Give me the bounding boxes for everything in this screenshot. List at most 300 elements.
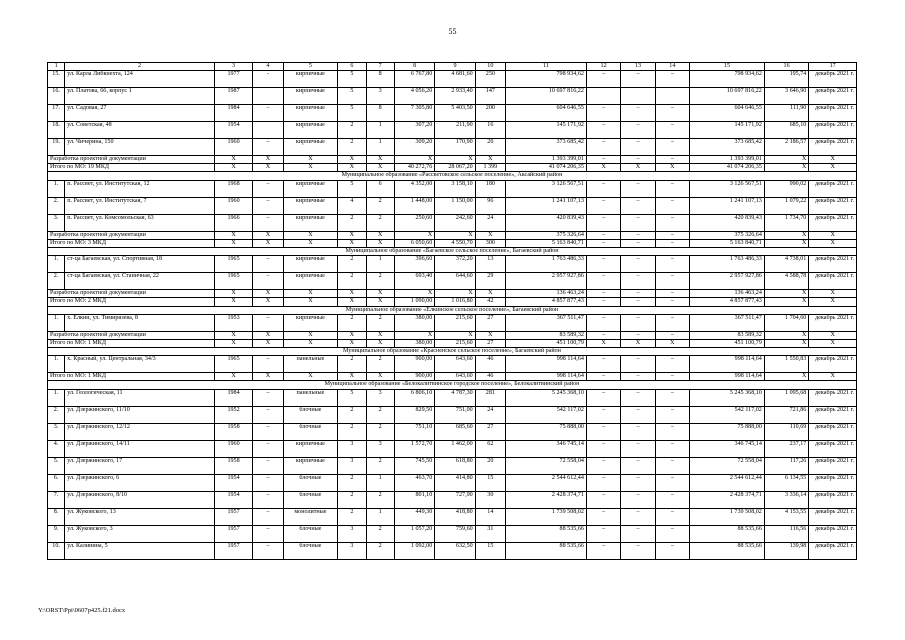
data-cell: 1 734,70 [764, 214, 808, 231]
address-cell: х. Елкин, ул. Тимирязева, 8 [65, 314, 215, 331]
data-cell [621, 88, 655, 105]
data-cell: – [621, 525, 655, 542]
summary-cell: X [655, 164, 689, 172]
summary-cell: X [253, 331, 283, 339]
data-cell: – [655, 105, 689, 122]
summary-cell: X [435, 290, 475, 298]
data-cell: 2 [366, 406, 394, 423]
data-cell: 6 767,80 [394, 71, 434, 88]
summary-cell: X [621, 339, 655, 347]
data-cell: блочные [283, 542, 338, 559]
summary-cell: X [764, 331, 808, 339]
data-cell: 1. [48, 256, 65, 273]
data-cell: 1954 [214, 474, 252, 491]
data-cell: – [253, 105, 283, 122]
data-cell: 10 697 816,22 [690, 88, 765, 105]
summary-cell: X [283, 298, 338, 306]
column-number-cell: 3 [214, 63, 252, 71]
data-cell: 20 [475, 139, 505, 156]
data-cell: 15 [475, 542, 505, 559]
summary-cell: – [621, 156, 655, 164]
summary-cell: X [435, 331, 475, 339]
data-cell: 27 [475, 423, 505, 440]
data-cell [253, 122, 283, 139]
municipality-heading-row [48, 381, 857, 389]
house-row [48, 88, 857, 105]
data-cell: 1 241 107,13 [506, 197, 587, 214]
column-number-cell: 7 [366, 63, 394, 71]
data-cell: – [586, 71, 620, 88]
data-cell: 16. [48, 88, 65, 105]
data-cell: 1 [366, 122, 394, 139]
data-cell: 2 428 374,71 [690, 491, 765, 508]
data-cell: 88 535,66 [506, 542, 587, 559]
data-cell: 3 158,10 [435, 180, 475, 197]
address-cell: ул. Карла Либкнехта, 124 [65, 71, 215, 88]
data-cell: декабрь 2021 г. [809, 356, 857, 373]
summary-cell: X [283, 231, 338, 239]
data-cell: 1958 [214, 423, 252, 440]
summary-cell: X [214, 156, 252, 164]
summary-cell: X [809, 298, 857, 306]
summary-cell: – [586, 298, 620, 306]
summary-cell: X [435, 156, 475, 164]
data-cell: 1965 [214, 356, 252, 373]
data-cell: 1977 [214, 71, 252, 88]
summary-cell: X [366, 164, 394, 172]
data-cell: 3 646,90 [764, 88, 808, 105]
summary-row [48, 164, 857, 172]
summary-cell: 1 090,00 [394, 298, 434, 306]
data-cell: 88 535,66 [690, 542, 765, 559]
data-cell: 14 [475, 508, 505, 525]
house-row [48, 525, 857, 542]
data-cell: кирпичные [283, 122, 338, 139]
address-cell: х. Красный, ул. Центральная, 34/3 [65, 356, 215, 373]
data-cell: – [655, 314, 689, 331]
municipality-name: Муниципальное образование «Белокалитвинское городское поселение», Белокалитвинский район [48, 381, 857, 389]
data-cell: 110,69 [764, 423, 808, 440]
data-cell: 6 806,10 [394, 389, 434, 406]
data-cell: 3 [366, 389, 394, 406]
column-number-cell: 6 [338, 63, 366, 71]
summary-cell: X [764, 290, 808, 298]
summary-cell: X [214, 373, 252, 381]
data-cell: кирпичные [283, 214, 338, 231]
summary-cell: 83 589,32 [506, 331, 587, 339]
data-cell: декабрь 2021 г. [809, 389, 857, 406]
data-cell: 5 [338, 389, 366, 406]
summary-cell: X [283, 156, 338, 164]
data-cell: 745,50 [394, 457, 434, 474]
data-cell: 3 126 567,51 [690, 180, 765, 197]
data-cell: – [253, 423, 283, 440]
data-cell: 5 [338, 180, 366, 197]
summary-cell: X [809, 339, 857, 347]
data-cell: 2 [366, 542, 394, 559]
data-cell: 1960 [214, 139, 252, 156]
summary-cell: – [586, 239, 620, 247]
data-cell: 2. [48, 273, 65, 290]
summary-cell: 380,00 [394, 339, 434, 347]
data-cell: – [621, 389, 655, 406]
data-cell: – [586, 180, 620, 197]
data-cell: 27 [475, 314, 505, 331]
data-cell: 801,10 [394, 491, 434, 508]
summary-cell: X [764, 239, 808, 247]
data-cell: – [253, 508, 283, 525]
data-cell: – [655, 457, 689, 474]
data-cell: 75 888,00 [506, 423, 587, 440]
summary-cell: – [655, 331, 689, 339]
summary-cell: 375 326,64 [690, 231, 765, 239]
data-cell: 8. [48, 508, 65, 525]
summary-cell: X [475, 290, 505, 298]
data-cell: 5 245 368,10 [690, 389, 765, 406]
data-cell: 2 [366, 214, 394, 231]
data-cell: – [586, 314, 620, 331]
summary-cell: 451 100,79 [506, 339, 587, 347]
data-cell: 1984 [214, 389, 252, 406]
summary-row [48, 339, 857, 347]
summary-cell: X [655, 339, 689, 347]
data-cell: – [586, 273, 620, 290]
data-cell: – [621, 508, 655, 525]
summary-cell: X [475, 156, 505, 164]
summary-cell: 83 589,32 [690, 331, 765, 339]
data-cell: 1 057,20 [394, 525, 434, 542]
data-cell: 20 [475, 457, 505, 474]
data-cell: 900,00 [394, 356, 434, 373]
data-cell: – [621, 423, 655, 440]
data-cell: декабрь 2021 г. [809, 197, 857, 214]
data-cell: 2 [366, 457, 394, 474]
summary-label: Итого по МО: 19 МКД [48, 164, 215, 172]
summary-cell: X [764, 231, 808, 239]
data-cell: 19. [48, 139, 65, 156]
data-cell: – [655, 122, 689, 139]
address-cell: ул. Дзержинского, 12/12 [65, 423, 215, 440]
data-cell: блочные [283, 491, 338, 508]
data-cell: кирпичные [283, 105, 338, 122]
data-cell: – [586, 508, 620, 525]
summary-cell: 643,60 [435, 373, 475, 381]
data-cell: 4. [48, 440, 65, 457]
data-cell: 215,60 [435, 314, 475, 331]
data-cell: 8 [366, 105, 394, 122]
data-cell: 6. [48, 474, 65, 491]
data-cell: – [253, 491, 283, 508]
data-cell: 1 763 486,33 [506, 256, 587, 273]
data-cell: 62 [475, 440, 505, 457]
summary-cell: 1 393 399,01 [506, 156, 587, 164]
data-cell: 1 739 508,02 [506, 508, 587, 525]
house-row [48, 314, 857, 331]
data-cell: 211,90 [435, 122, 475, 139]
summary-label: Итого по МО: 3 МКД [48, 239, 215, 247]
data-cell: 307,20 [394, 122, 434, 139]
summary-cell: X [809, 231, 857, 239]
data-cell: 31 [475, 525, 505, 542]
data-cell: 2 [338, 491, 366, 508]
data-cell: 1. [48, 389, 65, 406]
house-row [48, 457, 857, 474]
data-cell: 88 535,66 [506, 525, 587, 542]
data-cell: 396,60 [394, 256, 434, 273]
data-cell: 1 704,60 [764, 314, 808, 331]
summary-cell: X [214, 298, 252, 306]
data-cell: – [621, 197, 655, 214]
data-cell: 2 [366, 197, 394, 214]
data-cell: кирпичные [283, 139, 338, 156]
data-cell: панельные [283, 356, 338, 373]
data-cell: 17. [48, 105, 65, 122]
summary-cell: X [475, 231, 505, 239]
summary-cell: X [366, 290, 394, 298]
data-cell: 30 [475, 491, 505, 508]
data-cell: 685,60 [435, 423, 475, 440]
data-cell: – [655, 406, 689, 423]
data-cell: – [586, 139, 620, 156]
data-cell: 117,26 [764, 457, 808, 474]
house-row [48, 214, 857, 231]
data-cell: 1 [366, 508, 394, 525]
address-cell: ул. Дзержинского, 14/11 [65, 440, 215, 457]
data-cell: декабрь 2021 г. [809, 440, 857, 457]
summary-cell: 900,00 [394, 373, 434, 381]
data-cell: – [253, 214, 283, 231]
data-cell: 367 511,47 [690, 314, 765, 331]
address-cell: ул. Платова, 66, корпус 1 [65, 88, 215, 105]
data-cell: 1954 [214, 491, 252, 508]
data-cell: декабрь 2021 г. [809, 180, 857, 197]
data-cell: – [621, 256, 655, 273]
summary-cell: 28 067,20 [435, 164, 475, 172]
data-cell: 2 [366, 356, 394, 373]
data-cell: 2. [48, 406, 65, 423]
data-cell: – [655, 389, 689, 406]
summary-cell: X [253, 298, 283, 306]
summary-cell: 6 050,60 [394, 239, 434, 247]
data-cell: 6 [366, 180, 394, 197]
data-cell: 2 [366, 491, 394, 508]
data-cell: декабрь 2021 г. [809, 214, 857, 231]
data-cell: монолитные [283, 508, 338, 525]
data-cell: 759,60 [435, 525, 475, 542]
address-cell: ул. Геологическая, 11 [65, 389, 215, 406]
address-cell: ул. Дзержинского, 6 [65, 474, 215, 491]
data-cell: 2 933,40 [435, 88, 475, 105]
data-cell: 4 056,20 [394, 88, 434, 105]
summary-cell: X [809, 239, 857, 247]
data-cell: - [253, 71, 283, 88]
summary-cell: 1 016,80 [435, 298, 475, 306]
house-row [48, 389, 857, 406]
data-cell: 751,10 [394, 423, 434, 440]
summary-cell: – [621, 239, 655, 247]
data-cell: 2 [338, 256, 366, 273]
summary-row [48, 298, 857, 306]
house-row [48, 105, 857, 122]
data-cell: 721,86 [764, 406, 808, 423]
summary-cell: X [283, 290, 338, 298]
data-cell [586, 88, 620, 105]
data-cell: декабрь 2021 г. [809, 457, 857, 474]
data-cell: 632,50 [435, 542, 475, 559]
data-cell: 1 241 107,13 [690, 197, 765, 214]
summary-cell: X [809, 331, 857, 339]
data-cell: 1 079,22 [764, 197, 808, 214]
data-cell: 4 787,30 [435, 389, 475, 406]
summary-cell: 41 074 206,35 [506, 164, 587, 172]
data-cell: – [586, 389, 620, 406]
data-cell: 542 117,02 [690, 406, 765, 423]
summary-cell: – [655, 290, 689, 298]
data-cell: 116,56 [764, 525, 808, 542]
data-cell: блочные [283, 474, 338, 491]
data-cell: декабрь 2021 г. [809, 542, 857, 559]
data-cell: – [586, 256, 620, 273]
summary-cell: X [586, 339, 620, 347]
data-cell: – [621, 491, 655, 508]
summary-row [48, 331, 857, 339]
data-cell: 3 [338, 440, 366, 457]
data-cell: 1 462,00 [435, 440, 475, 457]
data-cell: 1 572,70 [394, 440, 434, 457]
summary-cell: – [586, 373, 620, 381]
data-cell: 250,60 [394, 214, 434, 231]
data-cell: декабрь 2021 г. [809, 139, 857, 156]
summary-cell: X [338, 373, 366, 381]
data-cell: – [253, 197, 283, 214]
data-cell: – [655, 71, 689, 88]
summary-cell: X [764, 164, 808, 172]
data-cell: кирпичные [283, 457, 338, 474]
data-cell: 13 [475, 256, 505, 273]
summary-cell: – [655, 231, 689, 239]
data-cell: 727,90 [435, 491, 475, 508]
address-cell: ул. Дзержинского, 8/10 [65, 491, 215, 508]
house-row [48, 491, 857, 508]
data-cell: 2 [338, 423, 366, 440]
data-cell: – [655, 440, 689, 457]
summary-cell: 136 463,24 [690, 290, 765, 298]
page-number: 55 [448, 27, 457, 36]
data-cell: – [253, 356, 283, 373]
summary-cell: – [655, 156, 689, 164]
address-cell: п. Рассвет, ул. Комсомольская, 63 [65, 214, 215, 231]
summary-label: Разработка проектной документации [48, 231, 215, 239]
summary-cell: X [809, 164, 857, 172]
data-cell: 4 588,78 [764, 273, 808, 290]
data-cell: 6 134,55 [764, 474, 808, 491]
address-cell: ул. Жуковского, 3 [65, 525, 215, 542]
data-cell: 7 305,80 [394, 105, 434, 122]
column-number-cell: 2 [65, 63, 215, 71]
summary-cell: X [764, 339, 808, 347]
data-cell: – [253, 139, 283, 156]
summary-cell: X [253, 339, 283, 347]
data-cell: 798 934,62 [690, 71, 765, 88]
house-row [48, 406, 857, 423]
data-cell: – [253, 314, 283, 331]
data-cell: 5 [338, 88, 366, 105]
data-cell: кирпичные [283, 273, 338, 290]
column-number-cell: 11 [506, 63, 587, 71]
municipality-name: Муниципальное образование «Красненское сельское поселение», Багаевский район [48, 348, 857, 356]
data-cell: 685,10 [764, 122, 808, 139]
data-cell: 618,80 [435, 457, 475, 474]
summary-label: Разработка проектной документации [48, 331, 215, 339]
data-cell: 1 [366, 139, 394, 156]
summary-cell: – [655, 373, 689, 381]
data-cell: – [253, 525, 283, 542]
house-row [48, 122, 857, 139]
data-cell: – [621, 406, 655, 423]
house-row [48, 139, 857, 156]
data-cell: 4 352,00 [394, 180, 434, 197]
data-cell: 2 [366, 525, 394, 542]
data-cell: 990,02 [764, 180, 808, 197]
data-cell: – [655, 508, 689, 525]
data-cell: 3 [338, 525, 366, 542]
data-cell: 3. [48, 214, 65, 231]
data-cell: 3 126 567,51 [506, 180, 587, 197]
address-cell: ул. Дзержинского, 11/10 [65, 406, 215, 423]
data-cell: декабрь 2021 г. [809, 525, 857, 542]
summary-cell: X [366, 298, 394, 306]
data-cell: 3. [48, 423, 65, 440]
data-cell: – [253, 542, 283, 559]
data-cell: – [655, 356, 689, 373]
summary-cell: X [366, 331, 394, 339]
data-cell: 346 745,14 [690, 440, 765, 457]
data-cell: 3 [366, 88, 394, 105]
summary-row [48, 373, 857, 381]
data-cell: 373 685,42 [506, 139, 587, 156]
summary-cell: 27 [475, 339, 505, 347]
data-cell: 5 [338, 71, 366, 88]
summary-cell: X [214, 231, 252, 239]
house-row [48, 71, 857, 88]
data-cell: 2 [338, 406, 366, 423]
column-number-cell: 9 [435, 63, 475, 71]
data-cell: 1987 [214, 88, 252, 105]
summary-cell: X [586, 164, 620, 172]
data-cell: декабрь 2021 г. [809, 423, 857, 440]
summary-cell: X [214, 331, 252, 339]
data-cell: 15 [475, 474, 505, 491]
column-number-cell: 17 [809, 63, 857, 71]
summary-cell: X [338, 339, 366, 347]
data-cell: кирпичные [283, 440, 338, 457]
data-cell: 29 [475, 273, 505, 290]
data-cell: декабрь 2021 г. [809, 314, 857, 331]
municipality-heading-row [48, 172, 857, 180]
data-cell: 2 [338, 508, 366, 525]
data-cell: 1 [366, 256, 394, 273]
house-row [48, 273, 857, 290]
municipality-heading-row [48, 348, 857, 356]
summary-cell: 375 326,64 [506, 231, 587, 239]
summary-cell: X [214, 290, 252, 298]
data-cell: 3 [366, 440, 394, 457]
data-cell: 309,20 [394, 139, 434, 156]
data-cell: кирпичные [283, 71, 338, 88]
data-cell: 72 558,04 [690, 457, 765, 474]
data-cell: 2 [338, 273, 366, 290]
data-cell: 380,00 [394, 314, 434, 331]
